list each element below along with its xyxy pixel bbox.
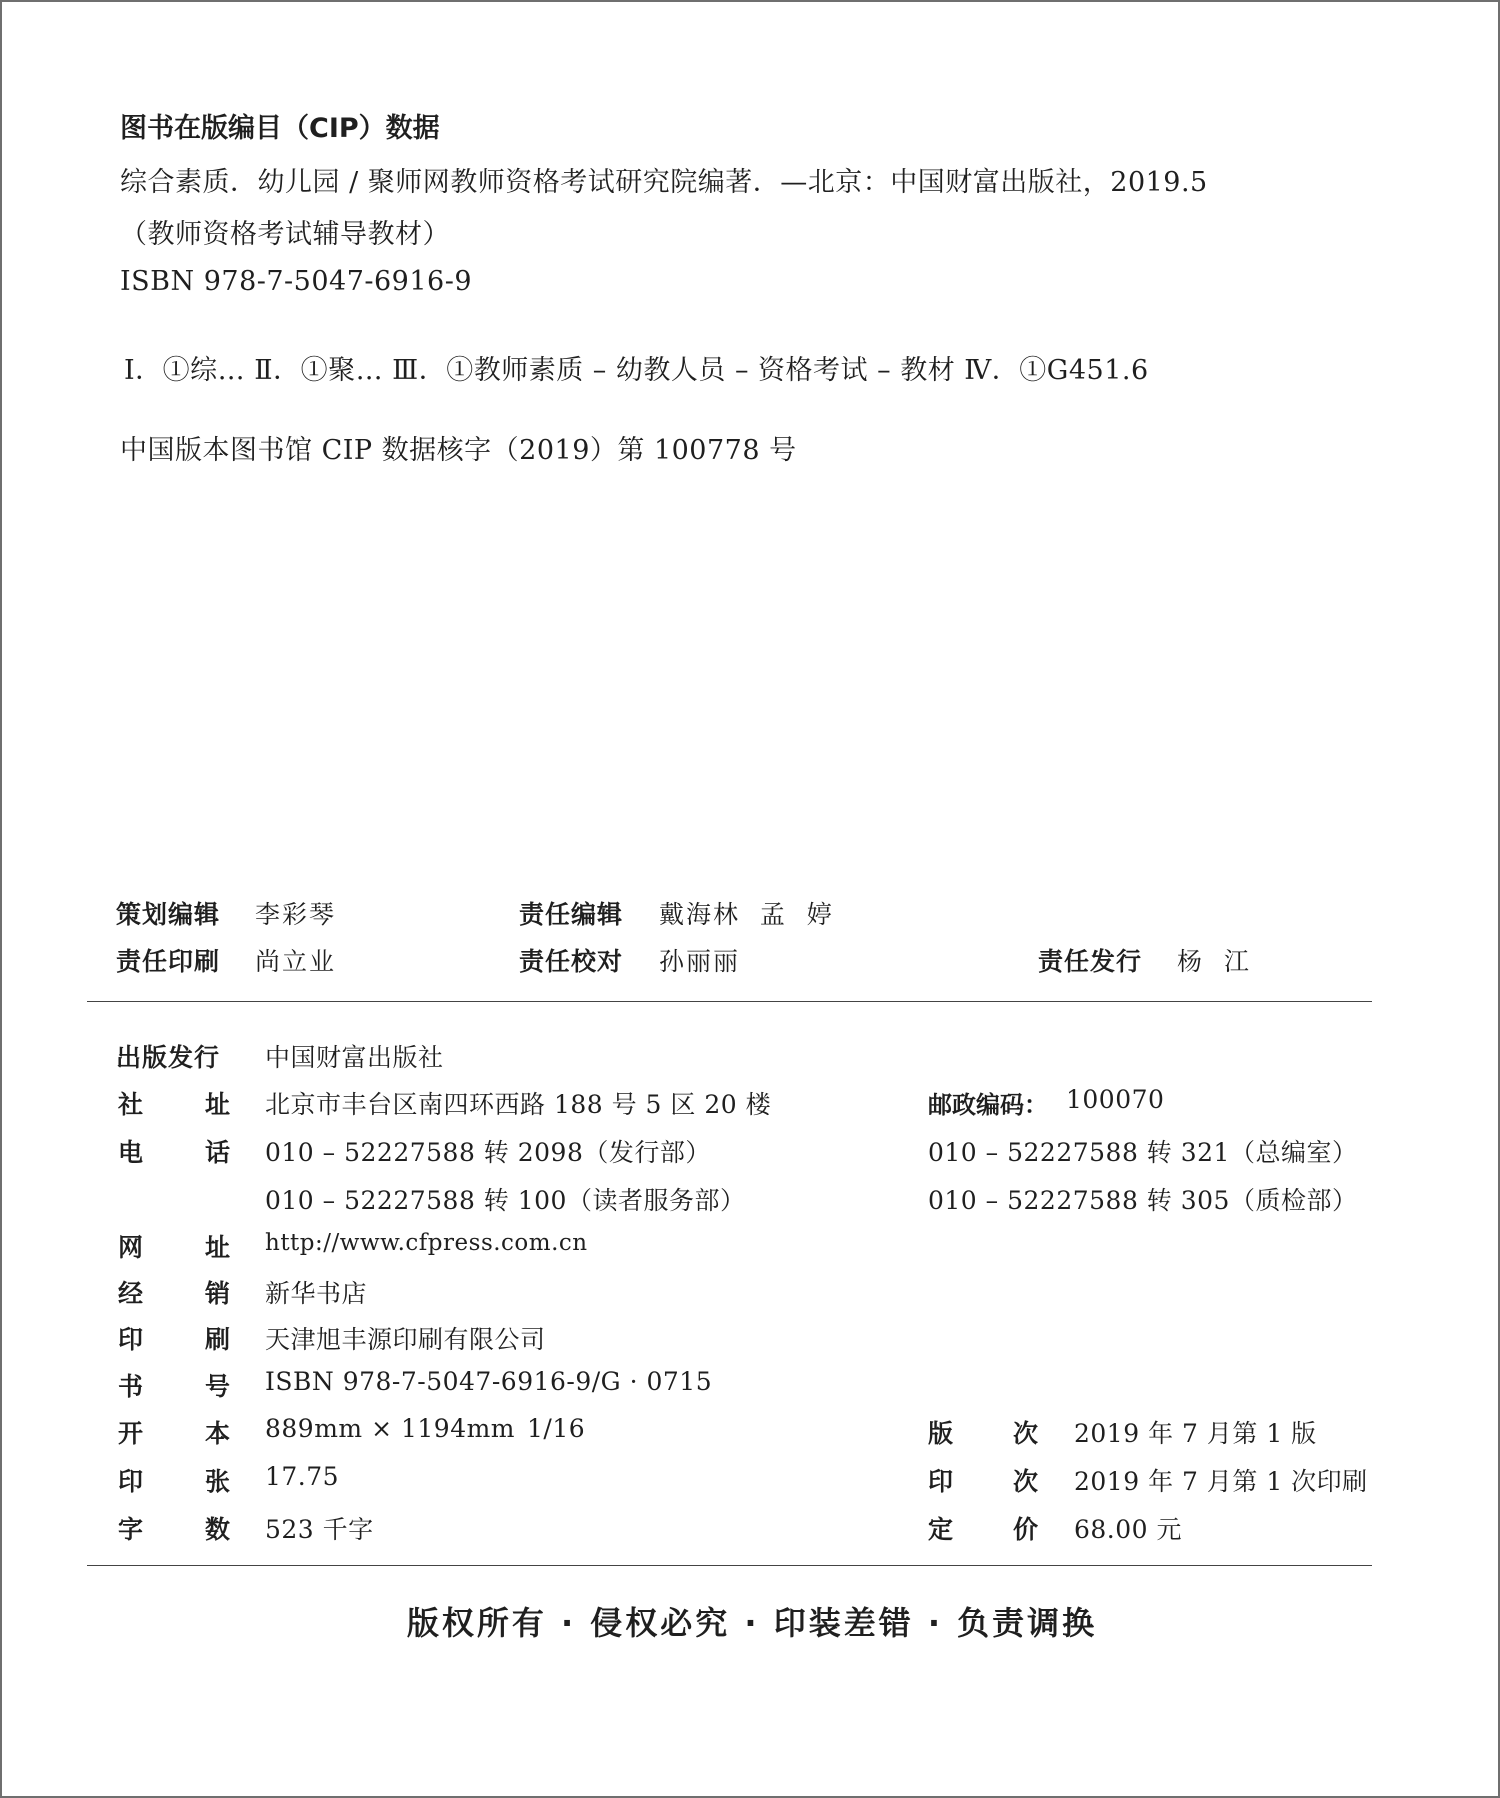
format-value: 889mm × 1194mm: [265, 1414, 516, 1443]
phone-reader-service: 010 – 52227588 转 100（读者服务部）: [265, 1186, 746, 1215]
address-label: 社 址: [118, 1090, 230, 1119]
responsible-editor-label: 责任编辑: [519, 900, 624, 929]
responsible-distribution-label: 责任发行: [1038, 947, 1143, 976]
website-value: http://www.cfpress.com.cn: [265, 1230, 588, 1256]
cip-title: 图书在版编目（CIP）数据: [120, 113, 440, 144]
cip-line-series: （教师资格考试辅导教材）: [120, 219, 450, 250]
phone-label: 电 话: [118, 1138, 230, 1167]
phone-sales: 010 – 52227588 转 2098（发行部）: [265, 1138, 711, 1167]
postcode-value: 100070: [1066, 1085, 1165, 1114]
impression-value: 2019 年 7 月第 1 次印刷: [1074, 1467, 1368, 1496]
planning-editor-label: 策划编辑: [116, 900, 221, 929]
sheets-value: 17.75: [265, 1462, 340, 1491]
cip-line-record: 中国版本图书馆 CIP 数据核字（2019）第 100778 号: [120, 435, 797, 466]
responsible-proofreading-label: 责任校对: [519, 947, 624, 976]
book-number-label: 书 号: [118, 1372, 230, 1401]
sheets-label: 印 张: [118, 1467, 230, 1496]
postcode-label: 邮政编码：: [928, 1091, 1048, 1119]
price-value: 68.00 元: [1074, 1515, 1183, 1544]
responsible-distribution-value: 杨 江: [1177, 947, 1251, 976]
phone-editorial: 010 – 52227588 转 321（总编室）: [928, 1138, 1358, 1167]
divider-top: [87, 1001, 1372, 1002]
dealer-label: 经 销: [118, 1279, 230, 1308]
divider-bottom: [87, 1565, 1372, 1566]
format-label: 开 本: [118, 1419, 230, 1448]
price-label: 定 价: [928, 1515, 1038, 1544]
printer-value: 天津旭丰源印刷有限公司: [265, 1325, 546, 1354]
copyright-notice: 版权所有 · 侵权必究 · 印装差错 · 负责调换: [406, 1604, 1098, 1642]
address-value: 北京市丰台区南四环西路 188 号 5 区 20 楼: [265, 1090, 772, 1119]
responsible-proofreading-value: 孙丽丽: [659, 947, 741, 976]
edition-value: 2019 年 7 月第 1 版: [1074, 1419, 1317, 1448]
publisher-label: 出版发行: [116, 1043, 221, 1072]
responsible-printing-label: 责任印刷: [116, 947, 221, 976]
edition-label: 版 次: [928, 1419, 1038, 1448]
word-count-value: 523 千字: [265, 1515, 374, 1544]
printer-label: 印 刷: [118, 1325, 230, 1354]
phone-quality: 010 – 52227588 转 305（质检部）: [928, 1186, 1358, 1215]
planning-editor-value: 李彩琴: [255, 900, 337, 929]
format-fold: 1/16: [527, 1414, 586, 1443]
word-count-label: 字 数: [118, 1515, 230, 1544]
impression-label: 印 次: [928, 1467, 1038, 1496]
website-label: 网 址: [118, 1233, 230, 1262]
cip-line-bibliographic: 综合素质．幼儿园 / 聚师网教师资格考试研究院编著．—北京：中国财富出版社，2019.5: [120, 167, 1208, 198]
book-number-value: ISBN 978-7-5047-6916-9/G · 0715: [265, 1367, 713, 1396]
publisher-value: 中国财富出版社: [265, 1043, 444, 1072]
dealer-value: 新华书店: [265, 1279, 368, 1308]
responsible-printing-value: 尚立业: [255, 947, 337, 976]
cip-line-isbn: ISBN 978-7-5047-6916-9: [120, 266, 473, 297]
cip-line-classification: Ⅰ．①综… Ⅱ．①聚… Ⅲ．①教师素质 – 幼教人员 – 资格考试 – 教材 Ⅳ．①G451.6: [124, 355, 1149, 386]
responsible-editor-value: 戴海林 孟 婷: [659, 900, 834, 929]
